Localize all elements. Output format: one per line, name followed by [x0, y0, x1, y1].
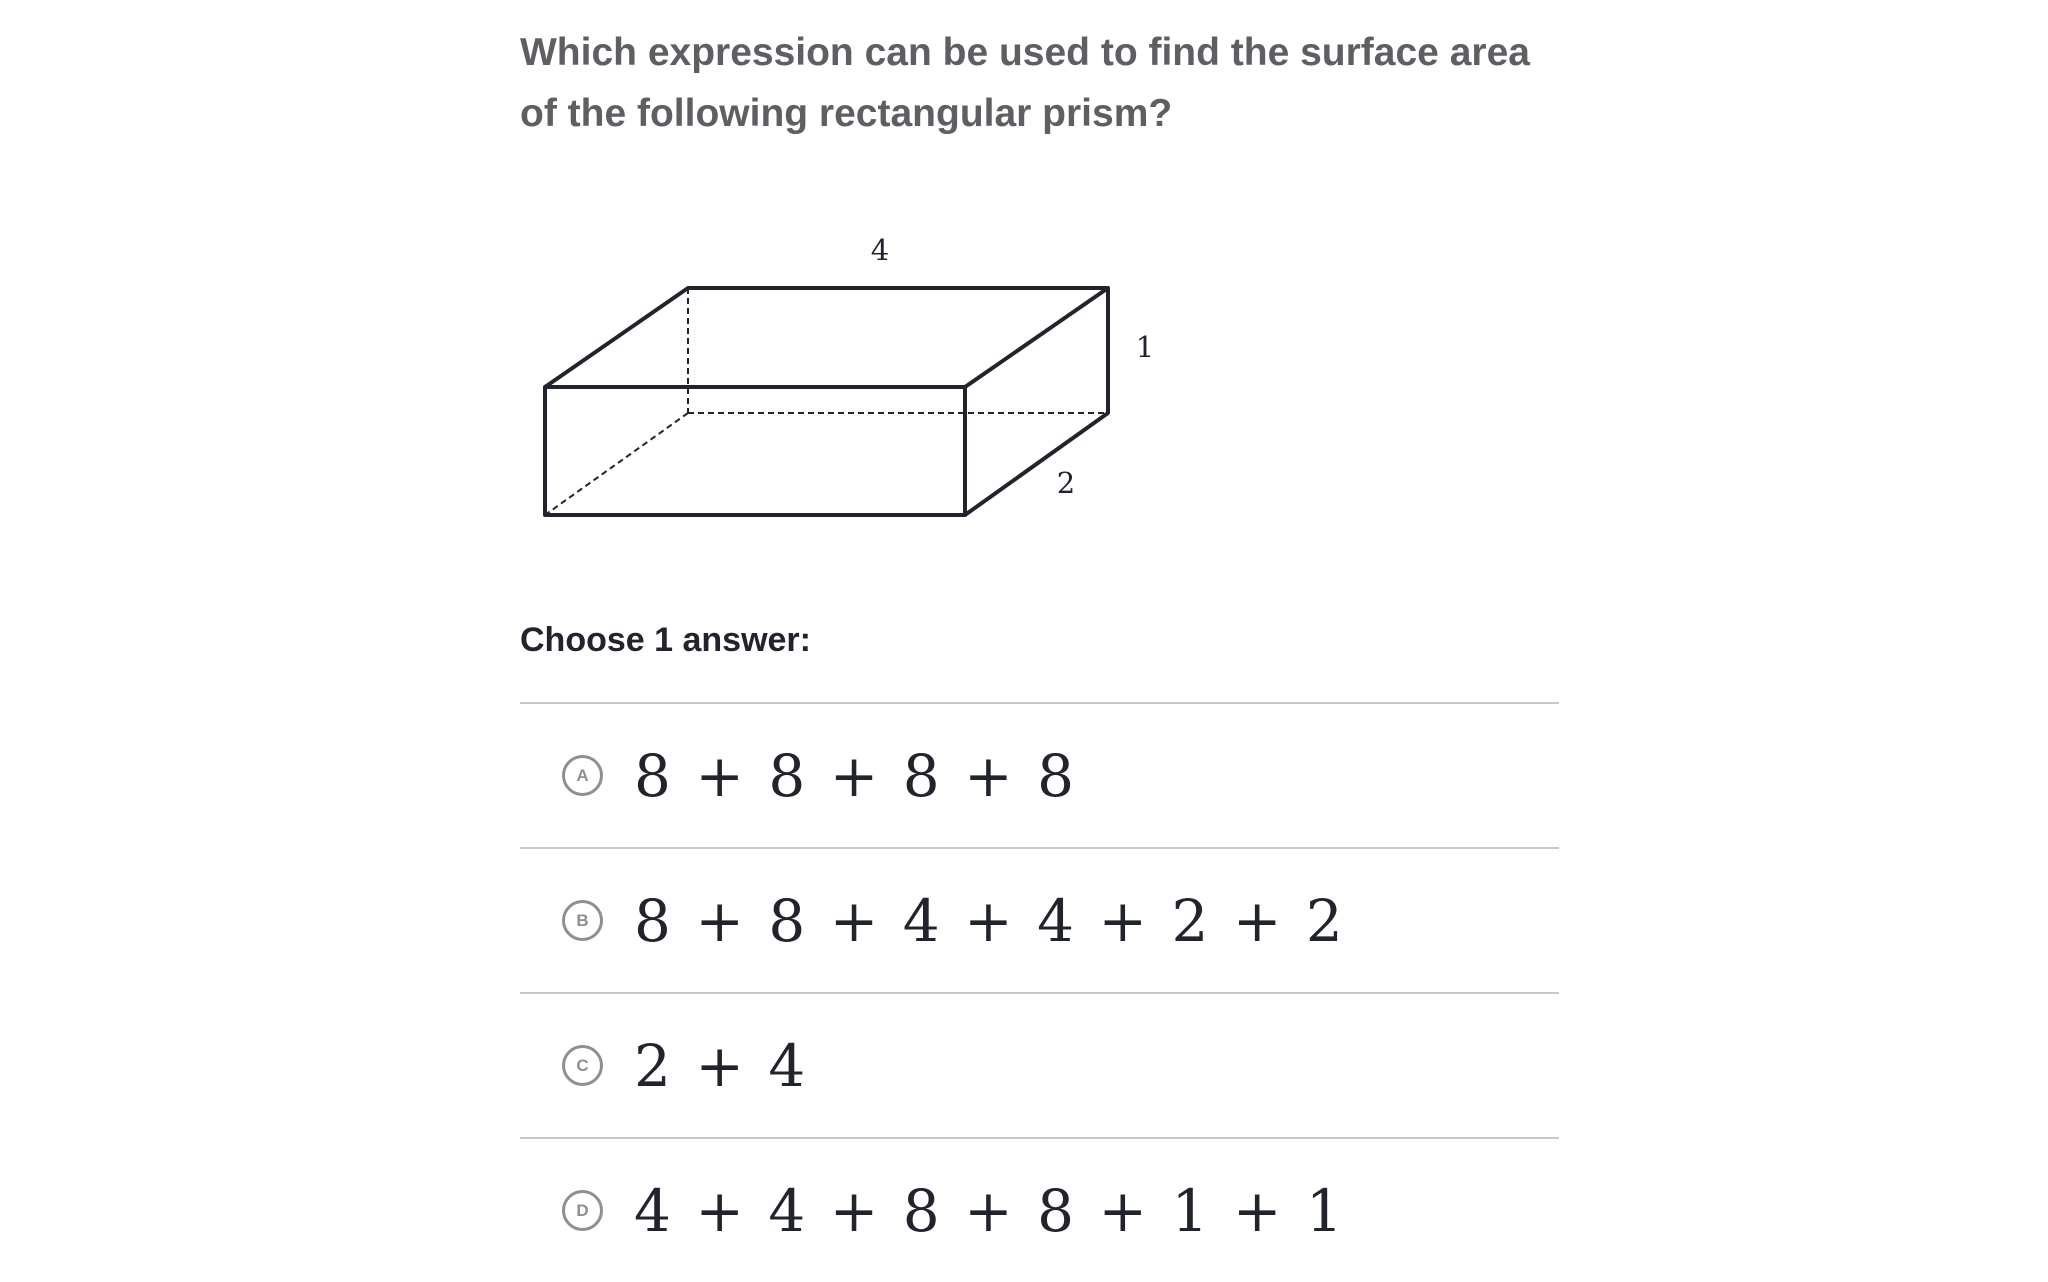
- dimension-label-top: 4: [870, 233, 890, 267]
- answer-option-d[interactable]: [520, 1137, 1559, 1282]
- rectangular-prism-figure: [520, 220, 1180, 540]
- hidden-edges: [545, 288, 1108, 515]
- radio-a-icon[interactable]: A: [562, 755, 603, 796]
- answer-expression: 2 + 4: [634, 1031, 807, 1100]
- radio-b-icon[interactable]: B: [562, 900, 603, 941]
- answer-option-b[interactable]: [520, 847, 1559, 992]
- visible-edges: [545, 288, 1108, 515]
- answer-expression: 8 + 8 + 8 + 8: [634, 741, 1076, 810]
- answer-option-a[interactable]: [520, 702, 1559, 847]
- question-text: Which expression can be used to find the surface area of the following rectangular prism?: [520, 31, 1530, 135]
- radio-d-icon[interactable]: D: [562, 1190, 603, 1231]
- answer-expression: 4 + 4 + 8 + 8 + 1 + 1: [634, 1176, 1344, 1245]
- choose-answer-label: Choose 1 answer:: [520, 621, 811, 659]
- answer-option-c[interactable]: [520, 992, 1559, 1137]
- answer-options: [520, 702, 1559, 1282]
- dimension-label-depth: 2: [1056, 466, 1076, 500]
- radio-c-icon[interactable]: C: [562, 1045, 603, 1086]
- dimension-label-side: 1: [1135, 330, 1155, 364]
- answer-expression: 8 + 8 + 4 + 4 + 2 + 2: [634, 886, 1344, 955]
